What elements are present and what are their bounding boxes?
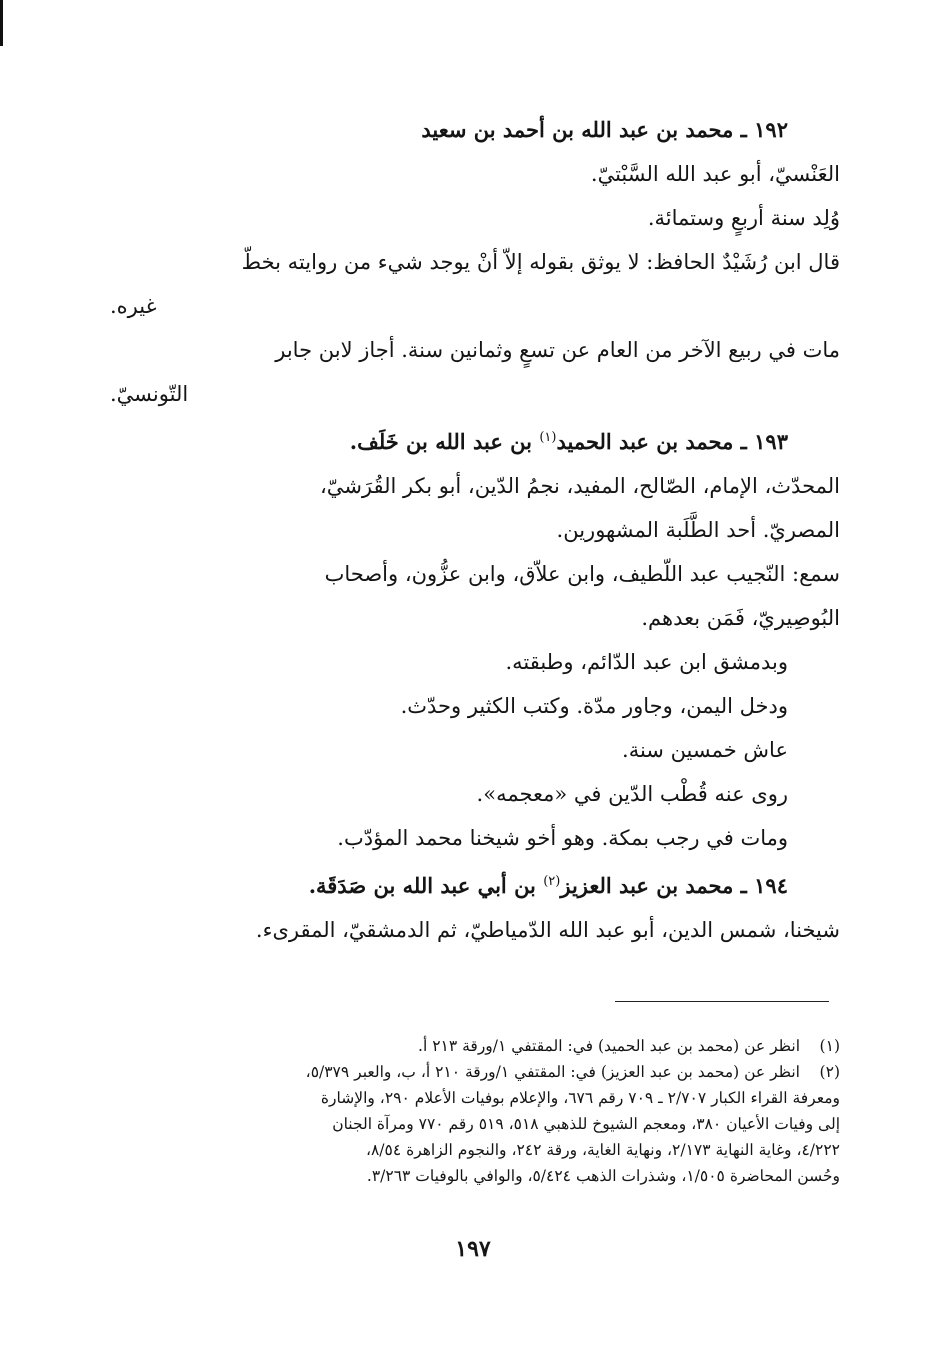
footnote-separator — [615, 1001, 829, 1002]
entry-line: قال ابن رُشَيْدٌ الحافظ: لا يوثق بقوله إلاّ أنْ يوجد شيء من روايته بخطّ — [241, 250, 840, 274]
footnote-line: ٤/٢٢٢، وغاية النهاية ٢/١٧٣، ونهاية الغاية، ورقة ٢٤٢، والنجوم الزاهرة ٨/٥٤، — [365, 1141, 840, 1159]
entry-193 — [110, 416, 840, 860]
entry-line: مات في ربيع الآخر من العام عن تسعٍ وثمانين سنة. أجاز لابن جابر — [275, 338, 840, 362]
entry-192 — [110, 108, 840, 416]
entry-heading — [110, 108, 840, 152]
entry-line: وبدمشق ابن عبد الدّائم، وطبقته. — [505, 650, 788, 674]
entry-name-suffix: بن أبي عبد الله بن صَدَقَة. — [308, 873, 544, 898]
entry-heading — [110, 860, 840, 908]
page-number: ١٩٧ — [455, 1236, 491, 1262]
entry-name: محمد بن عبد العزيز — [560, 873, 734, 898]
entry-number: ١٩٢ ـ — [733, 117, 788, 142]
footnote-number: (٢) — [819, 1063, 840, 1081]
entry-number: ١٩٤ ـ — [733, 873, 788, 898]
page-edge-mark — [0, 0, 3, 46]
entry-line: روى عنه قُطْب الدّين في «معجمه». — [476, 782, 788, 806]
footnote-line: انظر عن (محمد بن عبد الحميد) في: المقتفي ١/ورقة ٢١٣ أ. — [418, 1037, 800, 1055]
entry-line: ومات في رجب بمكة. وهو أخو شيخنا محمد المؤدّب. — [337, 826, 788, 850]
entry-number: ١٩٣ ـ — [733, 429, 788, 454]
footnote-marker: (٢) — [543, 874, 561, 889]
entry-line: العَنْسيّ، أبو عبد الله السَّبْتيّ. — [590, 162, 840, 186]
footnote-2-continued — [105, 1085, 840, 1189]
entry-line: غيره. — [110, 294, 157, 318]
footnote-2 — [105, 1059, 840, 1085]
footnote-body — [105, 1033, 800, 1059]
entry-line: وُلِد سنة أربعٍ وستمائة. — [647, 206, 840, 230]
footnote-body — [105, 1085, 840, 1189]
footnote-line: ومعرفة القراء الكبار ٢/٧٠٧ ـ ٧٠٩ رقم ٦٧٦، والإعلام بوفيات الأعلام ٢٩٠، والإشارة — [320, 1089, 840, 1107]
main-text — [110, 108, 840, 952]
footnote-line: إلى وفيات الأعيان ٣٨٠، ومعجم الشيوخ للذهبي ٥١٨، ٥١٩ رقم ٧٧٠ ومرآة الجنان — [332, 1115, 840, 1133]
footnote-body — [105, 1059, 800, 1085]
entry-name: محمد بن عبد الله بن أحمد بن سعيد — [421, 117, 734, 142]
entry-194 — [110, 860, 840, 952]
footnote-marker: (١) — [539, 430, 557, 445]
entry-line: المصريّ. أحد الطَّلَبة المشهورين. — [556, 518, 840, 542]
entry-line: البُوصِيريّ، فَمَن بعدهم. — [641, 606, 840, 630]
entry-heading — [110, 416, 840, 464]
entry-line: التّونسيّ. — [110, 382, 189, 406]
entry-line: المحدّث، الإمام، الصّالح، المفيد، نجمُ الدّين، أبو بكر القُرَشيّ، — [320, 474, 840, 498]
footnote-line: انظر عن (محمد بن عبد العزيز) في: المقتفي ١/ورقة ٢١٠ أ، ب، والعبر ٥/٣٧٩، — [305, 1063, 800, 1081]
footnote-number: (١) — [819, 1037, 840, 1055]
entry-line: ودخل اليمن، وجاور مدّة. وكتب الكثير وحدّث. — [400, 694, 788, 718]
entry-name-suffix: بن عبد الله بن خَلَف. — [349, 429, 540, 454]
footnote-line: وحُسن المحاضرة ١/٥٠٥، وشذرات الذهب ٥/٤٢٤، والوافي بالوفيات ٣/٢٦٣. — [366, 1167, 840, 1185]
entry-line: شيخنا، شمس الدين، أبو عبد الله الدّمياطيّ، ثم الدمشقيّ، المقرىء. — [255, 918, 840, 942]
entry-line: عاش خمسين سنة. — [622, 738, 788, 762]
entry-name: محمد بن عبد الحميد — [556, 429, 734, 454]
entry-line: سمع: النّجيب عبد اللّطيف، وابن علاّق، وابن عزُّون، وأصحاب — [324, 562, 840, 586]
footnotes — [105, 1033, 840, 1189]
footnote-1 — [105, 1033, 840, 1059]
